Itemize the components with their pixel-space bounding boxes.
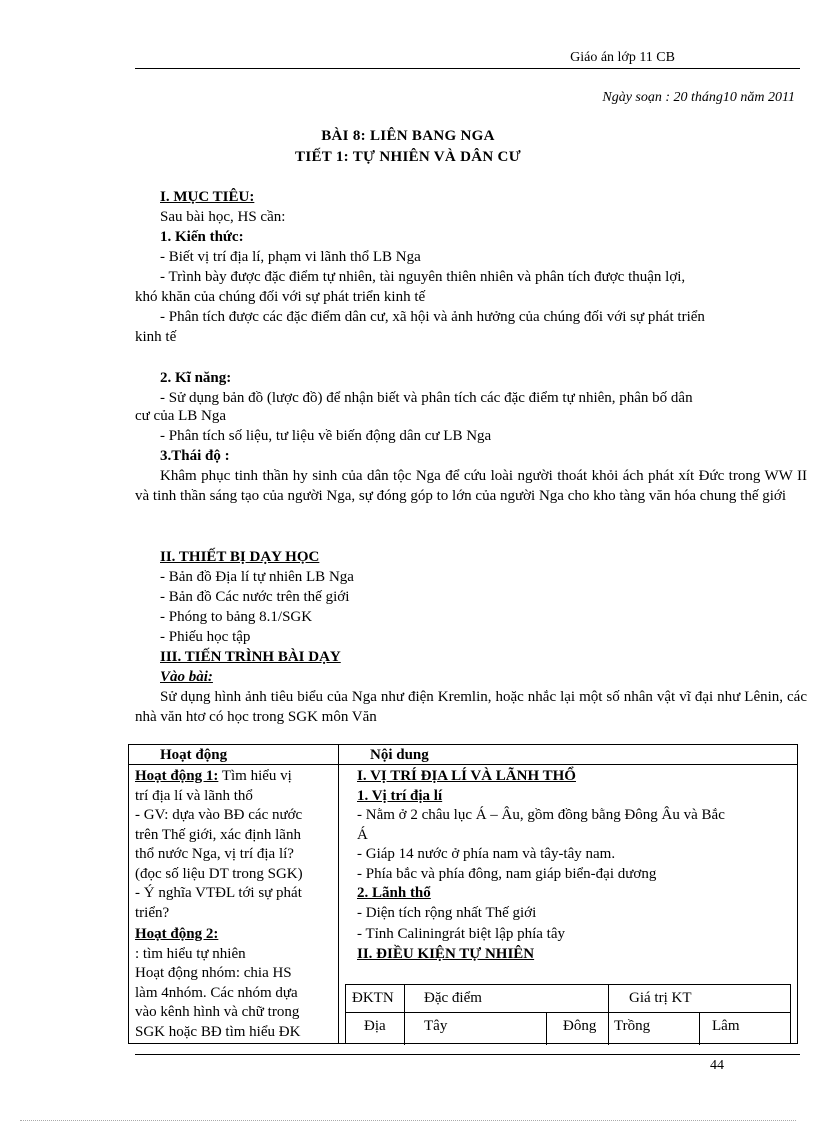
- objectives-heading: I. MỤC TIÊU:: [160, 189, 255, 205]
- content-text: - Giáp 14 nước ở phía nam và tây-tây nam.: [357, 846, 616, 862]
- activity-text: trên Thế giới, xác định lãnh: [135, 827, 301, 843]
- lesson-subtitle: TIẾT 1: TỰ NHIÊN VÀ DÂN CƯ: [295, 149, 521, 165]
- knowledge-item-cont: kinh tế: [135, 329, 177, 345]
- activity-text: vào kênh hình và chữ trong: [135, 1004, 300, 1020]
- activity-text: trí địa lí và lãnh thổ: [135, 788, 253, 804]
- activity-text: SGK hoặc BĐ tìm hiểu ĐK: [135, 1024, 301, 1040]
- equipment-heading: II. THIẾT BỊ DẠY HỌC: [160, 549, 320, 565]
- page-bottom-edge: [20, 1120, 796, 1121]
- skills-item-cont: cư của LB Nga: [135, 408, 227, 424]
- conditions-cell: Địa: [364, 1018, 386, 1034]
- activity-text: Hoạt động nhóm: chia HS: [135, 965, 292, 981]
- objectives-intro: Sau bài học, HS cần:: [160, 209, 286, 225]
- intro-label: Vào bài:: [160, 669, 213, 685]
- content-subheading: 1. Vị trí địa lí: [357, 788, 443, 804]
- conditions-col-divider: [608, 985, 609, 1045]
- conditions-cell: Tây: [424, 1018, 448, 1034]
- process-heading: III. TIẾN TRÌNH BÀI DẠY: [160, 649, 341, 665]
- content-subheading: 2. Lãnh thổ: [357, 885, 431, 901]
- attitude-heading: 3.Thái độ :: [160, 448, 230, 464]
- content-text: - Nằm ở 2 châu lục Á – Âu, gồm đồng bằng Đông Âu và Bắc: [357, 807, 725, 823]
- conditions-header: Đặc điểm: [424, 990, 482, 1006]
- conditions-table: [345, 984, 791, 1044]
- content-heading-2: II. ĐIỀU KIỆN TỰ NHIÊN: [357, 946, 535, 962]
- equipment-item: - Phiếu học tập: [160, 629, 251, 645]
- conditions-cell: Đông: [563, 1018, 597, 1034]
- conditions-col-divider: [546, 1012, 547, 1045]
- equipment-item: - Bản đồ Địa lí tự nhiên LB Nga: [160, 569, 354, 585]
- page-number: 44: [710, 1058, 724, 1073]
- table-header-content: Nội dung: [370, 747, 429, 763]
- conditions-header: ĐKTN: [352, 990, 394, 1006]
- table-header-activity: Hoạt động: [160, 747, 228, 763]
- activity-1-label: Hoạt động 1:: [135, 768, 219, 784]
- activity-text: - Ý nghĩa VTĐL tới sự phát: [135, 885, 302, 901]
- knowledge-item-cont: khó khăn của chúng đối với sự phát triển kinh tế: [135, 289, 426, 305]
- conditions-row-divider: [346, 1012, 790, 1013]
- conditions-cell: Lâm: [712, 1018, 740, 1034]
- skills-item: - Sử dụng bản đồ (lược đồ) để nhận biết và phân tích các đặc điểm tự nhiên, phân bố dân: [160, 390, 693, 406]
- conditions-col-divider: [699, 1012, 700, 1045]
- lesson-title: BÀI 8: LIÊN BANG NGA: [321, 128, 495, 144]
- equipment-item: - Bản đồ Các nước trên thế giới: [160, 589, 350, 605]
- intro-text: Sử dụng hình ảnh tiêu biểu của Nga như điện Kremlin, hoặc nhắc lại một số nhân vật vĩ đại như Lênin, các nhà văn htơ có học trong SGK môn Văn: [135, 689, 807, 725]
- activity-text: thổ nước Nga, vị trí địa lí?: [135, 846, 294, 862]
- knowledge-item: - Trình bày được đặc điểm tự nhiên, tài nguyên thiên nhiên và phân tích được thuận lợi,: [160, 269, 686, 285]
- knowledge-item: - Phân tích được các đặc điểm dân cư, xã hội và ảnh hưởng của chúng đối với sự phát triển: [160, 309, 705, 325]
- conditions-cell: Trồng: [614, 1018, 651, 1034]
- conditions-col-divider: [404, 985, 405, 1045]
- activity-text: : tìm hiểu tự nhiên: [135, 946, 246, 962]
- activity-text: triển?: [135, 905, 170, 921]
- table-column-divider: [338, 744, 339, 1044]
- prepared-date: Ngày soạn : 20 tháng10 năm 2011: [602, 90, 795, 105]
- table-header-divider: [128, 764, 798, 765]
- activity-text: - GV: dựa vào BĐ các nước: [135, 807, 303, 823]
- content-text: - Phía bắc và phía đông, nam giáp biển-đại dương: [357, 866, 657, 882]
- knowledge-heading: 1. Kiến thức:: [160, 229, 244, 245]
- skills-item: - Phân tích số liệu, tư liệu về biến động dân cư LB Nga: [160, 428, 492, 444]
- attitude-text: Khâm phục tinh thần hy sinh của dân tộc Nga để cứu loài người thoát khỏi ách phát xít Đức trong WW II và tinh thần sáng tạo của người Nga, sự đóng góp to lớn của người Nga cho kho tàng văn hóa chung thế giới: [135, 468, 807, 504]
- page-header: [135, 50, 800, 69]
- content-heading-1: I. VỊ TRÍ ĐỊA LÍ VÀ LÃNH THỔ: [357, 768, 576, 784]
- activity-2-label: Hoạt động 2:: [135, 926, 219, 942]
- content-text: - Tỉnh Caliningrát biệt lập phía tây: [357, 926, 566, 942]
- header-text: Giáo án lớp 11 CB: [570, 50, 675, 65]
- conditions-header: Giá trị KT: [629, 990, 692, 1006]
- activity-text: làm 4nhóm. Các nhóm dựa: [135, 985, 298, 1001]
- content-text: - Diện tích rộng nhất Thế giới: [357, 905, 537, 921]
- knowledge-item: - Biết vị trí địa lí, phạm vi lãnh thổ LB Nga: [160, 249, 421, 265]
- page-footer-rule: [135, 1054, 800, 1055]
- activity-1-line: [135, 767, 292, 787]
- activity-1-title: Tìm hiểu vị: [218, 768, 292, 784]
- content-text: Á: [357, 827, 368, 843]
- equipment-item: - Phóng to bảng 8.1/SGK: [160, 609, 313, 625]
- skills-heading: 2. Kĩ năng:: [160, 370, 232, 386]
- activity-text: (đọc số liệu DT trong SGK): [135, 866, 303, 882]
